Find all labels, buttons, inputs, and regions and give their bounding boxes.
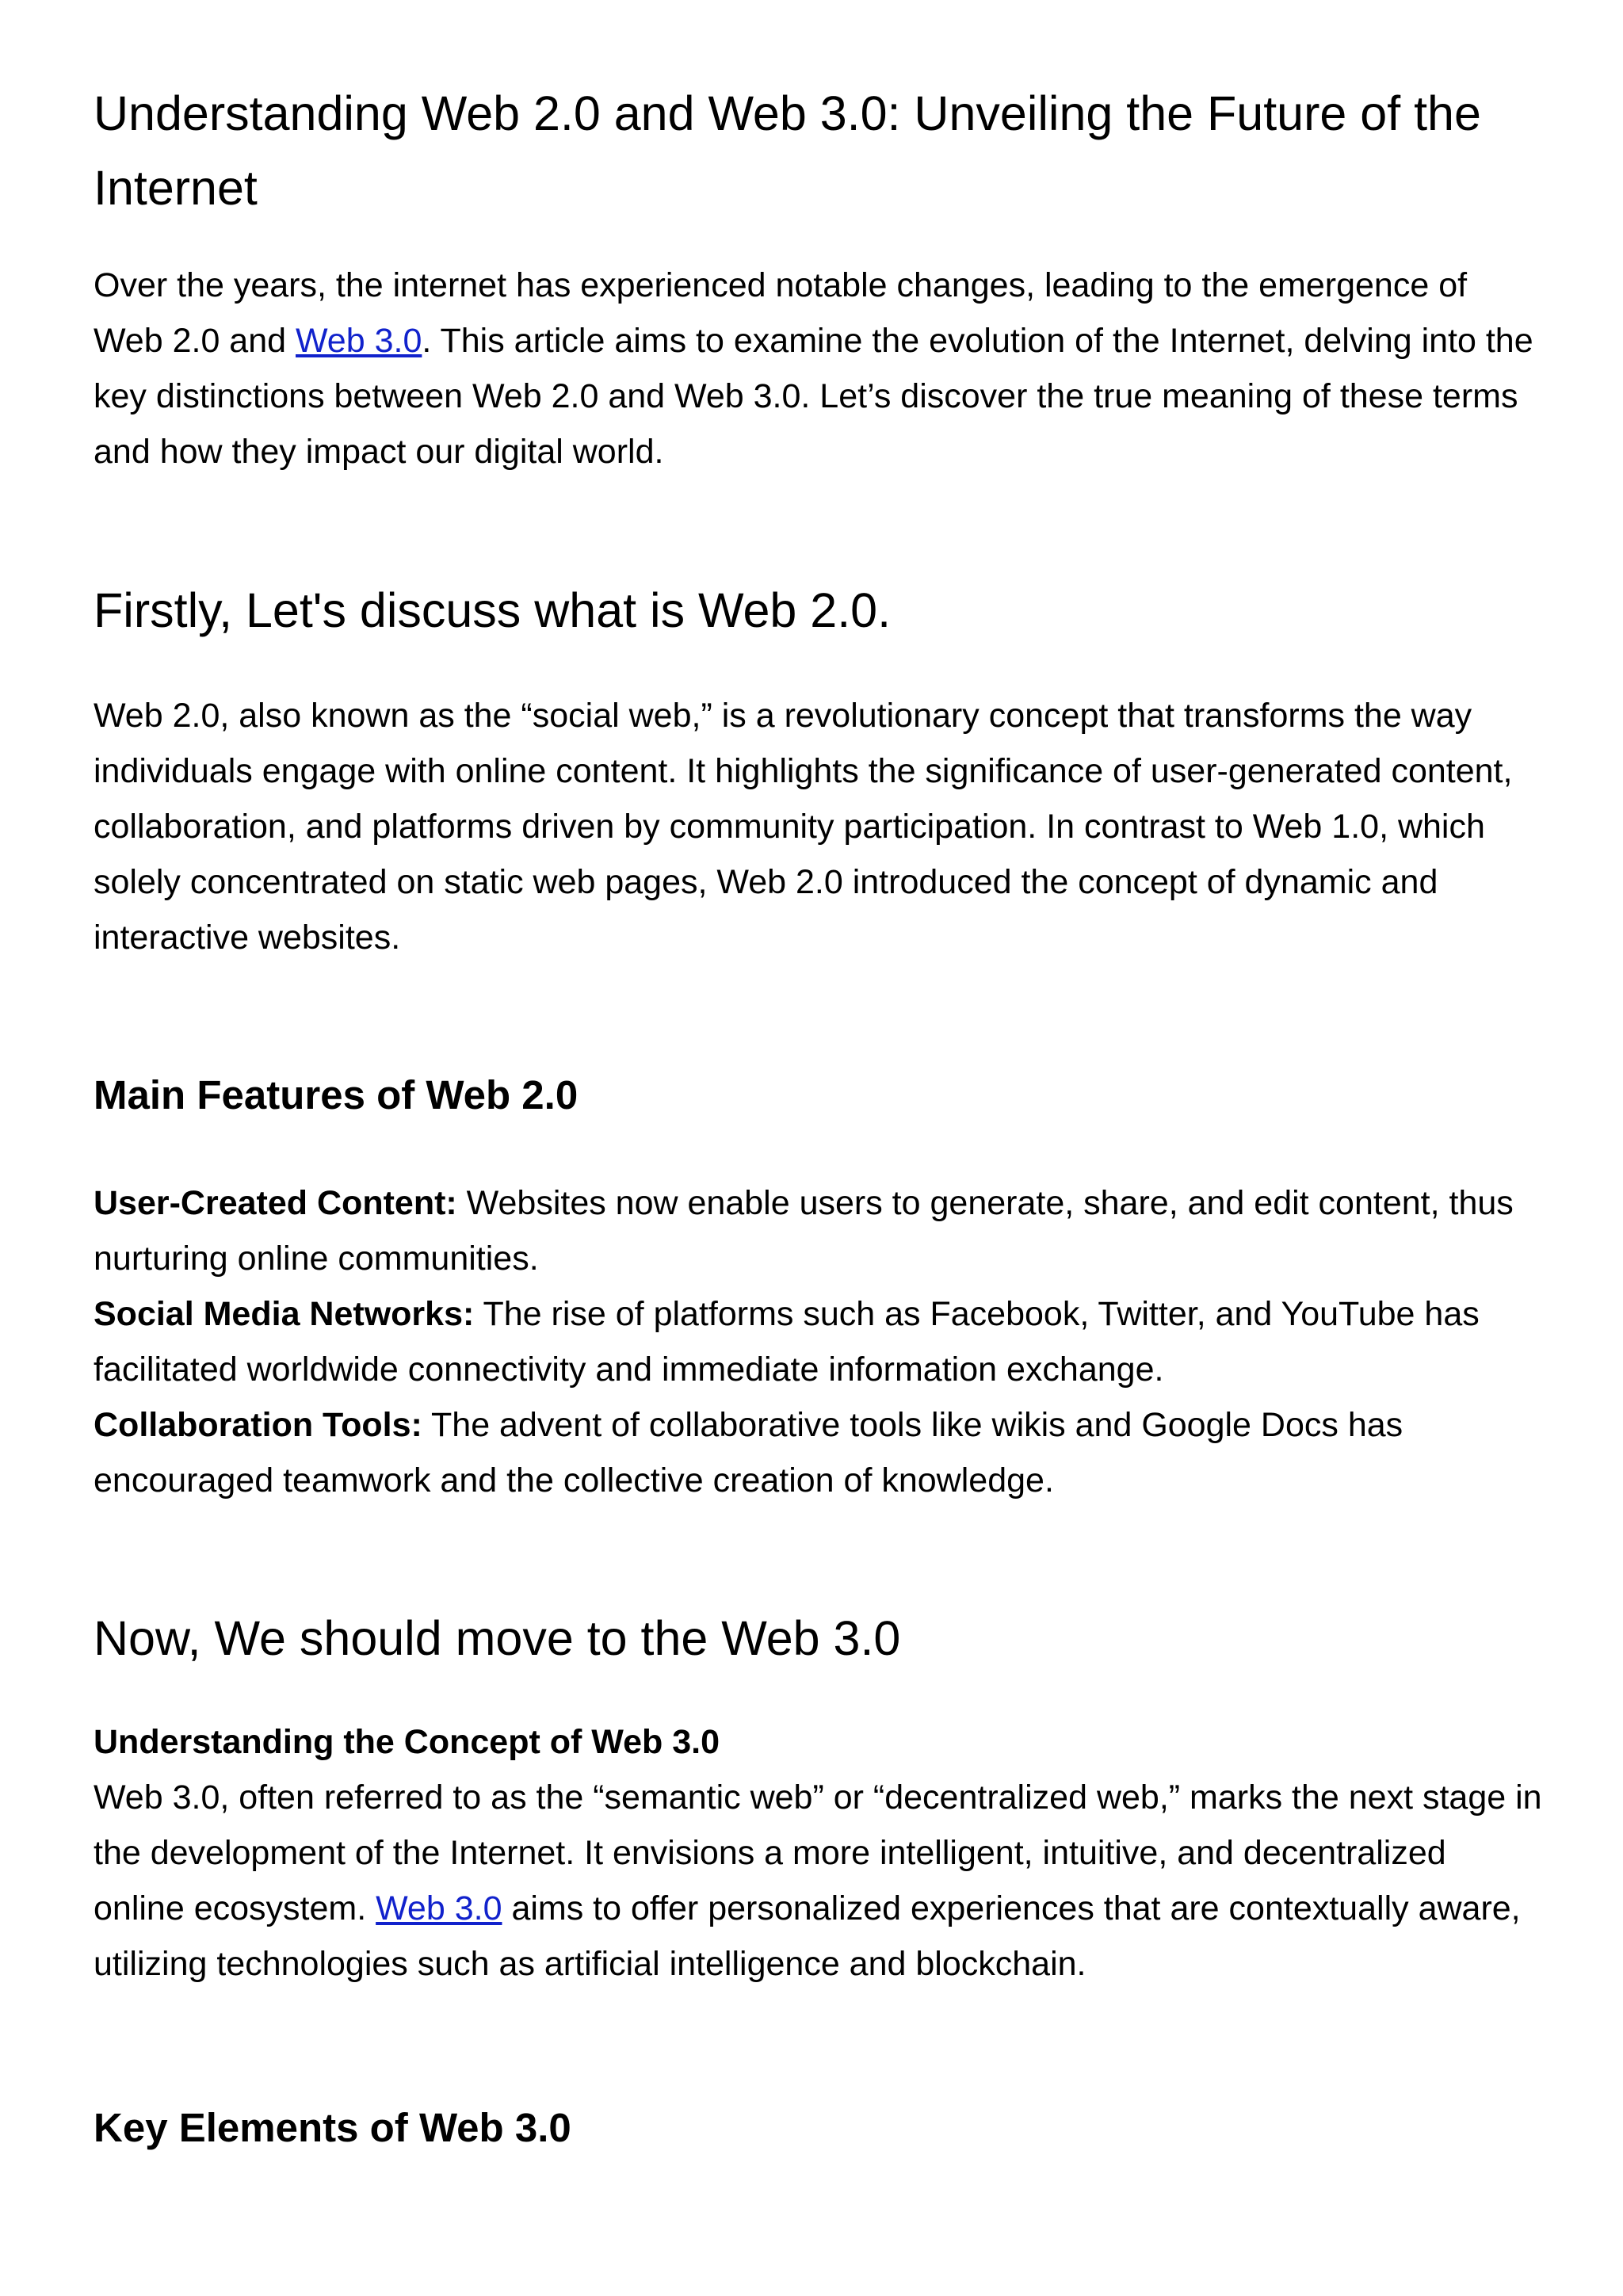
feature-item — [94, 1397, 1544, 1508]
features-heading: Main Features of Web 2.0 — [94, 1072, 579, 1117]
section-heading-web2: Firstly, Let's discuss what is Web 2.0. — [94, 583, 892, 637]
feature-text: Websites now enable users to generate, share, and edit content, thus nurturing online communities. — [94, 1184, 1514, 1278]
web3-paragraph — [94, 1770, 1544, 1992]
feature-item — [94, 1286, 1544, 1397]
intro-text-before-link: Over the years, the internet has experienced notable changes, leading to the emergence of Web 2.0 and — [94, 266, 1468, 360]
key-elements-heading: Key Elements of Web 3.0 — [94, 2105, 571, 2150]
feature-label: Social Media Networks: — [94, 1295, 475, 1333]
web3-concept-subheading: Understanding the Concept of Web 3.0 — [94, 1723, 720, 1761]
page-title: Understanding Web 2.0 and Web 3.0: Unveiling the Future of the Internet — [94, 86, 1481, 215]
feature-text: The rise of platforms such as Facebook, Twitter, and YouTube has facilitated worldwide connectivity and immediate information exchange. — [94, 1295, 1480, 1389]
feature-text: The advent of collaborative tools like wikis and Google Docs has encouraged teamwork and the collective creation of knowledge. — [94, 1406, 1403, 1499]
section-heading-web3: Now, We should move to the Web 3.0 — [94, 1611, 901, 1665]
feature-label: Collaboration Tools: — [94, 1406, 422, 1444]
feature-label: User-Created Content: — [94, 1184, 457, 1222]
web3-text-after-link: aims to offer personalized experiences that are contextually aware, utilizing technologies such as artificial intelligence and blockchain. — [94, 1889, 1521, 1983]
intro-text-after-link: . This article aims to examine the evolution of the Internet, delving into the key distinctions between Web 2.0 and Web 3.0. Let’s discover the true meaning of these terms and how they impact our digital world. — [94, 322, 1533, 471]
intro-paragraph — [94, 258, 1544, 479]
web3-link[interactable]: Web 3.0 — [296, 322, 422, 360]
web3-text-before-link: Web 3.0, often referred to as the “semantic web” or “decentralized web,” marks the next stage in the development of the Internet. It envisions a more intelligent, intuitive, and decentralized online ecosystem. — [94, 1778, 1542, 1927]
feature-item — [94, 1175, 1544, 1286]
web2-paragraph: Web 2.0, also known as the “social web,” is a revolutionary concept that transforms the way individuals engage with online content. It highlights the significance of user-generated content, collaboration, and platforms driven by community participation. In contrast to Web 1.0, which solely concentrated on static web pages, Web 2.0 introduced the concept of dynamic and interactive websites. — [94, 697, 1513, 957]
web3-link[interactable]: Web 3.0 — [376, 1889, 502, 1927]
